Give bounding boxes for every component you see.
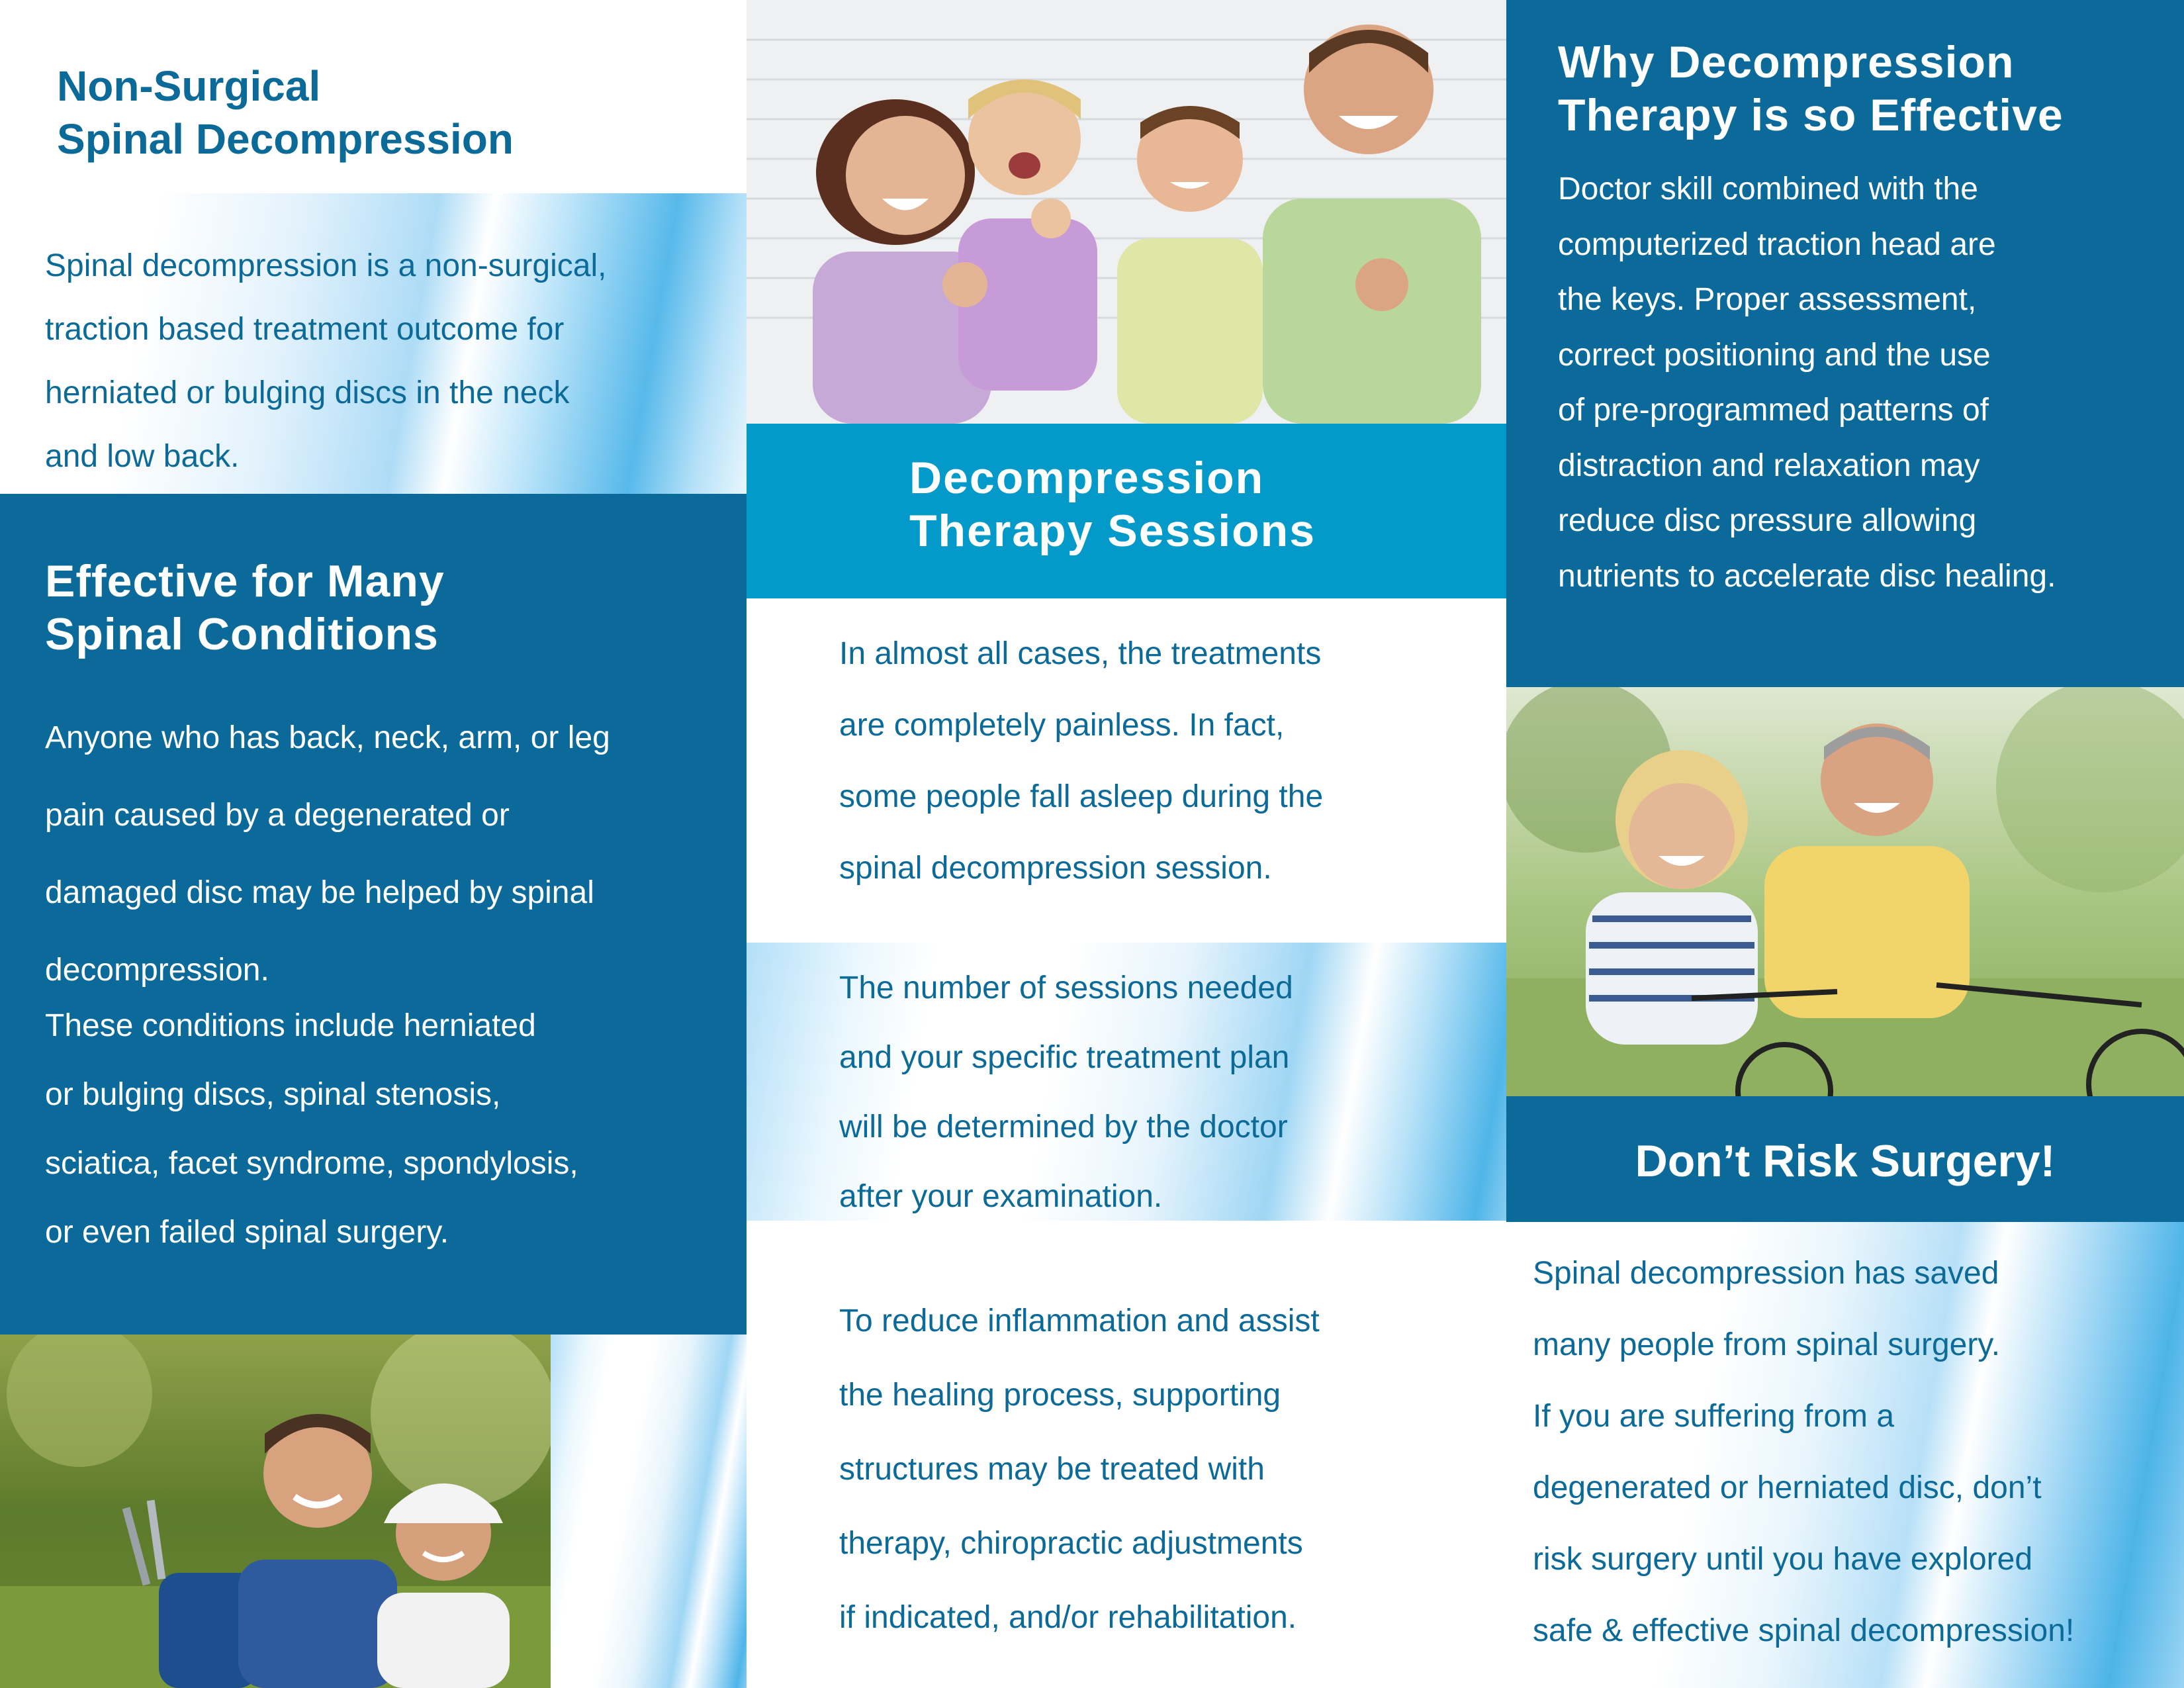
sessions-text-2: The number of sessions needed and your specific treatment plan will be determined by the doctor after your examination. (839, 970, 1293, 1214)
left-intro-panel (0, 193, 747, 494)
conditions-title-line1: Effective for Many (45, 556, 445, 606)
conditions-title (45, 555, 445, 661)
cta-text: Spinal decompression has saved many people from spinal surgery. If you are suffering from a degenerated or herniated disc, don’t risk surgery until you have explored safe & effective spinal decompression! (1533, 1256, 2075, 1648)
left-bottom-glow (551, 1335, 747, 1688)
why-title-line1: Why Decompression (1558, 37, 2015, 87)
cta-title: Don’t Risk Surgery! (1635, 1136, 2056, 1186)
why-title-line2: Therapy is so Effective (1558, 90, 2064, 140)
conditions-panel (0, 494, 747, 1335)
sessions-title-line1: Decompression (909, 453, 1265, 503)
sessions-text-panel-2 (747, 943, 1506, 1221)
conditions-text-2: These conditions include herniated or bulging discs, spinal stenosis, sciatica, facet syndrome, spondylosis, or even failed spinal surgery. (45, 1008, 578, 1250)
family-photo-icon (747, 0, 1506, 424)
cta-panel (1506, 1222, 2184, 1688)
left-title-block (0, 0, 747, 193)
sessions-title (909, 451, 1316, 557)
left-title-line1: Non-Surgical (57, 62, 321, 110)
why-title (1558, 36, 2064, 142)
left-title (57, 60, 514, 165)
sessions-text-3: To reduce inflammation and assist the healing process, supporting structures may be treated with therapy, chiropractic adjustments if indicated, and/or rehabilitation. (839, 1303, 1320, 1635)
conditions-title-line2: Spinal Conditions (45, 609, 439, 659)
sessions-text-panel-1 (747, 598, 1506, 943)
cta-header (1506, 1096, 2184, 1222)
couple-cycling-photo (1506, 687, 2184, 1096)
conditions-text-1: Anyone who has back, neck, arm, or leg pain caused by a degenerated or damaged disc may be helped by spinal decompression. (45, 720, 610, 988)
sessions-text-panel-3 (747, 1221, 1506, 1688)
sessions-title-line2: Therapy Sessions (909, 506, 1316, 556)
left-title-line2: Spinal Decompression (57, 115, 514, 163)
sessions-header (747, 424, 1506, 598)
sessions-text-1: In almost all cases, the treatments are completely painless. In fact, some people fall asleep during the spinal decompression session. (839, 636, 1324, 886)
family-thumbs-up-photo (747, 0, 1506, 424)
left-intro-text: Spinal decompression is a non-surgical, traction based treatment outcome for herniated or bulging discs in the neck and low back. (45, 248, 607, 474)
golf-couple-photo (0, 1335, 551, 1688)
why-text: Doctor skill combined with the computerized traction head are the keys. Proper assessment, correct positioning and the use of pre-programmed patterns of distraction and relaxation may reduce disc pressure allowing nutrients to accelerate disc healing. (1558, 171, 2056, 594)
why-panel (1506, 0, 2184, 687)
golf-couple-icon (0, 1335, 551, 1688)
cycling-photo-icon (1506, 687, 2184, 1096)
